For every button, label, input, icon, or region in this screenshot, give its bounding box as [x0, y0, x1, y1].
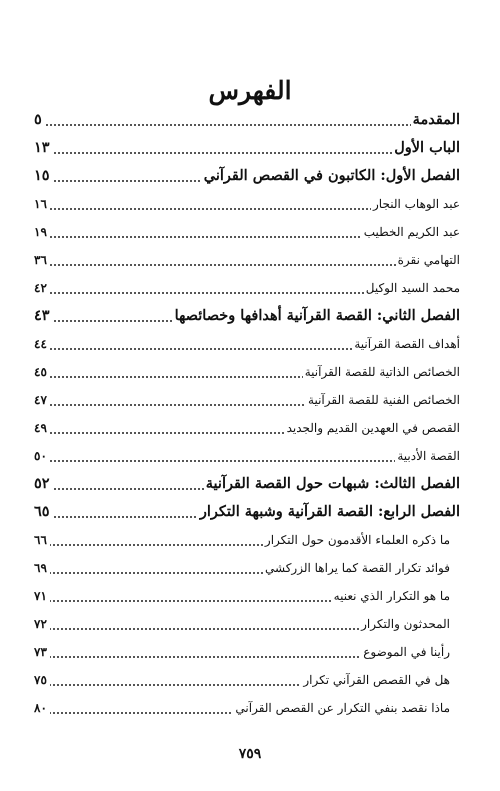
- toc-entry-title: ماذا نقصد بنفي التكرار عن القصص القرآني: [233, 694, 450, 722]
- toc-entry: [34, 386, 460, 414]
- toc-entry-title: المحدثون والتكرار: [359, 610, 450, 638]
- toc-entry-page: ٤٥: [34, 358, 50, 386]
- toc-entry-title: التهامي نقرة: [396, 246, 460, 274]
- toc-entry-page: ٤٣: [34, 302, 53, 330]
- page-title: الفهرس: [208, 76, 292, 105]
- toc-entry-page: ٧٢: [34, 610, 50, 638]
- page-number: ٧٥٩: [238, 746, 262, 762]
- toc-entry-page: ٧١: [34, 582, 50, 610]
- toc-entry-title: الخصائص الذاتية للقصة القرآنية: [303, 358, 460, 386]
- toc-entry-title: الفصل الثاني: القصة القرآنية أهدافها وخصائصها: [173, 302, 460, 330]
- toc-entry-page: ١٣: [34, 134, 53, 162]
- toc-entry: [34, 638, 460, 666]
- toc-entry-page: ٧٣: [34, 638, 50, 666]
- toc-entry-title: الخصائص الفنية للقصة القرآنية: [306, 386, 460, 414]
- toc-entry-page: ٤٤: [34, 330, 50, 358]
- toc-entry-title: ما ذكره العلماء الأقدمون حول التكرار: [263, 526, 450, 554]
- toc-entry: [34, 190, 460, 218]
- toc-entry-page: ٦٥: [34, 498, 53, 526]
- toc-entry-page: ٥٠: [34, 442, 50, 470]
- toc-entry: [34, 554, 460, 582]
- toc-entry: [34, 694, 460, 722]
- toc-entry: [34, 498, 460, 526]
- toc-entry-title: الفصل الأول: الكاتبون في القصص القرآني: [202, 162, 460, 190]
- toc-entry-page: ١٩: [34, 218, 50, 246]
- toc-entry: [34, 526, 460, 554]
- toc-entry-page: ٥٢: [34, 470, 53, 498]
- toc-entry-title: فوائد تكرار القصة كما يراها الزركشي: [263, 554, 450, 582]
- toc-entry: [34, 610, 460, 638]
- toc-entry: [34, 442, 460, 470]
- toc-entry: [34, 246, 460, 274]
- toc-entry: [34, 582, 460, 610]
- toc-entry-title: المقدمة: [411, 106, 460, 134]
- toc-entry-page: ٤٢: [34, 274, 50, 302]
- toc-entry: [34, 470, 460, 498]
- toc-entry-title: عبد الكريم الخطيب: [362, 218, 460, 246]
- table-of-contents: [34, 106, 460, 722]
- toc-entry-page: ٣٦: [34, 246, 50, 274]
- toc-entry-title: الباب الأول: [392, 134, 460, 162]
- toc-entry-page: ١٦: [34, 190, 50, 218]
- toc-entry-title: القصة الأدبية: [395, 442, 460, 470]
- toc-entry-title: رأينا في الموضوع: [361, 638, 450, 666]
- toc-entry: [34, 358, 460, 386]
- toc-entry: [34, 666, 460, 694]
- toc-entry-page: ٤٩: [34, 414, 50, 442]
- toc-entry-page: ٦٦: [34, 526, 50, 554]
- toc-entry-page: ١٥: [34, 162, 53, 190]
- toc-entry-title: القصص في العهدين القديم والجديد: [285, 414, 460, 442]
- toc-entry: [34, 106, 460, 134]
- toc-entry-title: أهداف القصة القرآنية: [352, 330, 460, 358]
- toc-entry-title: الفصل الرابع: القصة القرآنية وشبهة التكرار: [198, 498, 460, 526]
- toc-entry-title: الفصل الثالث: شبهات حول القصة القرآنية: [204, 470, 460, 498]
- toc-entry: [34, 414, 460, 442]
- toc-entry-page: ٦٩: [34, 554, 50, 582]
- toc-entry-page: ٨٠: [34, 694, 50, 722]
- toc-entry: [34, 134, 460, 162]
- toc-entry-page: ٤٧: [34, 386, 50, 414]
- toc-entry-title: ما هو التكرار الذي نعنيه: [332, 582, 450, 610]
- toc-entry: [34, 330, 460, 358]
- toc-entry: [34, 274, 460, 302]
- toc-entry-title: عبد الوهاب النجار: [371, 190, 460, 218]
- toc-entry-title: هل في القصص القرآني تكرار: [301, 666, 450, 694]
- toc-entry: [34, 162, 460, 190]
- toc-entry-page: ٥: [34, 106, 45, 134]
- toc-entry: [34, 218, 460, 246]
- toc-entry-page: ٧٥: [34, 666, 50, 694]
- dot-leader: [34, 124, 460, 126]
- toc-entry-title: محمد السيد الوكيل: [364, 274, 460, 302]
- toc-entry: [34, 302, 460, 330]
